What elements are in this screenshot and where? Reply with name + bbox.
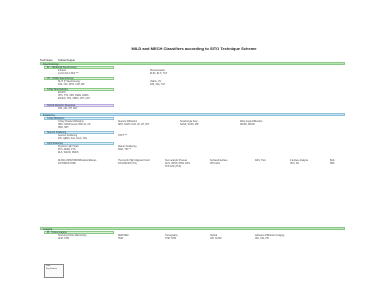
cell: FBS <box>330 163 335 165</box>
cell: X-Ray Powder Diffraction <box>58 121 84 123</box>
cell: IR,81, 82 S, TGT <box>150 73 168 75</box>
cell: RAS, TGA <box>255 160 266 162</box>
legend-item: Key Feature <box>46 268 57 270</box>
cell: XTM, NTM <box>165 238 177 240</box>
cell: WAXD, MAXD <box>240 124 255 126</box>
cell: Optical <box>210 235 218 237</box>
cell: XDI, CDI, PXI <box>255 238 270 240</box>
cell: MAD, TXF ** <box>118 149 132 151</box>
cell: OM, CLSM <box>210 238 222 240</box>
cell: NPD, NLPD, NLD, IR, CP, XFT <box>118 124 150 126</box>
section-imaging: Imaging <box>40 227 345 230</box>
cell: Neutron Scattering <box>58 135 78 137</box>
cell: PCS, FEFE, FTS <box>58 149 76 151</box>
header-technique: Technique <box>40 58 53 62</box>
subsection-light: Light Scattering <box>44 142 114 145</box>
cell: DLSDA (NPD/XRD/Diffraction/Raman <box>58 160 97 162</box>
cell: XRD, SXRD Intens XRD,31, CP <box>58 124 91 126</box>
cell: Adhesion Diffraction Imaging <box>255 235 285 237</box>
cell: EXAFS, TAS, XRDS, XPT, ANT <box>58 98 90 100</box>
cell: ICM, 22A, TGT <box>150 84 166 86</box>
cell: XRD, XRT <box>58 127 69 129</box>
cell: AFM, STM <box>58 238 69 240</box>
cell: Surface/Interface <box>210 160 228 162</box>
subsection-ir: IR - Vibrational Spectroscopy <box>44 66 114 69</box>
cell: Tomography <box>165 235 178 237</box>
cell: Wide Angle Diffraction <box>240 121 263 123</box>
cell: Small Angle Scat <box>180 121 198 123</box>
cell: Raman Scattering <box>118 146 137 148</box>
header-subtechnique: Subtechnique <box>58 58 76 62</box>
cell: XPS, TXF, XRS, FEFE, ESRS <box>58 95 89 97</box>
cell: SANS, SAXS, MD <box>180 124 199 126</box>
cell: SLIT, P, Spectroscopy <box>58 81 81 83</box>
section-spectroscopy: Spectroscopy <box>40 62 345 65</box>
section-scattering: Scattering <box>40 113 345 116</box>
cell: ICM, 22A, INTR, FCP, MP <box>58 84 85 86</box>
cell: TFS AXD (TFS) <box>165 166 182 168</box>
cell: Sum analytic Process <box>165 160 188 162</box>
cell: XPS-SAS <box>210 163 220 165</box>
cell: TEM <box>118 238 123 240</box>
subsection-uv: UV - Visible Spectroscopy <box>44 77 114 80</box>
cell: INS, QENS, AAL, NGA, TAS <box>58 138 87 140</box>
legend-box <box>44 264 64 278</box>
cell: Bulk <box>330 160 335 162</box>
cell: Thermal & High Magnetic Field <box>118 160 150 162</box>
subsection-neutron: Neutron Scattering <box>44 131 114 134</box>
cell: Scanning Probe Microscopy <box>58 235 87 237</box>
cell: DLS, WAXD, NMCS <box>58 152 79 154</box>
cell: Visible, UV <box>150 81 162 83</box>
cell: SEM/TEM <box>118 235 129 237</box>
subsection-imaging: IR - X-Ray Imaging <box>44 231 114 234</box>
legend-item: Data <box>46 265 51 267</box>
cell: Photoemission <box>150 70 166 72</box>
subsection-xray: X-Ray Spectroscopy <box>44 88 114 91</box>
cell: XXFT *** <box>118 135 128 137</box>
cell: Dynamic Light Scatt <box>58 146 79 148</box>
cell: XPS, SS <box>290 163 299 165</box>
cell: FLIS, XRSS, IRSS, EFS <box>165 163 190 165</box>
cell: ICP/AXD/ICP (TS) <box>118 163 137 165</box>
cell: ICP/XRD/FT/XRF <box>58 163 76 165</box>
cell: Infrared <box>58 70 66 72</box>
cell: Interface Analysis <box>290 160 309 162</box>
subsection-optical: Optical Dielectric Response <box>44 104 114 107</box>
cell: 14,15,100,1 PEF *** <box>58 73 79 75</box>
page-title: MILD and MECH Classifiers according to SITO Technique Scheme <box>131 46 257 51</box>
subsection-xrd: X-Ray Diffraction <box>44 117 114 120</box>
cell: ICM, 222, MT, XET <box>58 108 78 110</box>
cell: EXAFS <box>58 92 66 94</box>
cell: Neutron Diffraction <box>118 121 138 123</box>
